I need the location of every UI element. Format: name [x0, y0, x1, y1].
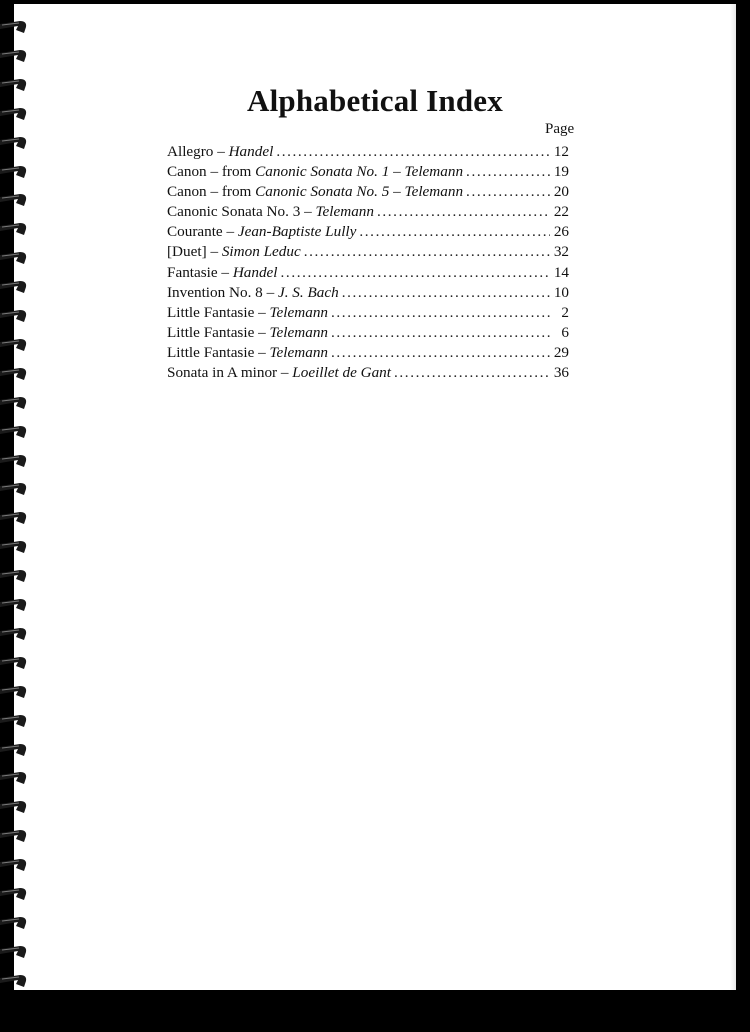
entry-page-number: 2: [561, 303, 569, 321]
entry-page-number: 12: [553, 143, 569, 160]
spiral-coil: [0, 885, 30, 905]
index-entry: [167, 344, 569, 364]
spiral-coil: [0, 18, 30, 38]
spiral-coil: [0, 394, 30, 414]
spiral-coil: [0, 625, 30, 645]
spiral-coil: [0, 336, 30, 356]
spiral-coil: [0, 191, 30, 211]
entry-page-number: 26: [553, 223, 569, 241]
spiral-coil: [0, 278, 30, 298]
dot-leader: [377, 203, 550, 221]
entry-page-number: 32: [553, 243, 569, 261]
spiral-coil: [0, 163, 30, 183]
spiral-coil: [0, 452, 30, 472]
entry-title: [167, 324, 328, 342]
entry-composer: Jean-Baptiste Lully: [237, 223, 357, 241]
dot-leader: [394, 364, 550, 382]
page-title: Alphabetical Index: [247, 82, 503, 118]
entry-composer: Telemann: [404, 163, 464, 181]
index-entry: [167, 223, 569, 243]
entry-composer: Handel: [228, 143, 274, 160]
entry-piece-title: Little Fantasie: [167, 303, 255, 321]
spiral-coil: [0, 365, 30, 385]
spiral-coil: [0, 769, 30, 789]
entry-page-number: 22: [553, 203, 569, 221]
entry-work-title: Canonic Sonata No. 1: [255, 163, 390, 181]
entry-separator: –: [262, 283, 278, 301]
page-edge-shadow: [730, 4, 736, 990]
index-entry: [167, 324, 569, 344]
entry-title: [167, 203, 374, 221]
dot-leader: [466, 183, 550, 201]
entry-title: [167, 243, 301, 261]
spiral-coil: [0, 307, 30, 327]
spiral-coil: [0, 654, 30, 674]
spiral-coil: [0, 712, 30, 732]
entry-title: [167, 364, 391, 382]
entry-composer: Simon Leduc: [221, 243, 301, 261]
entry-separator: –: [254, 323, 270, 341]
spiral-coil: [0, 914, 30, 934]
spiral-coil: [0, 798, 30, 818]
entry-title: [167, 183, 463, 201]
entry-page-number: 14: [553, 263, 569, 281]
index-entry: [167, 183, 569, 203]
entry-composer: Loeillet de Gant: [292, 364, 392, 382]
entry-separator: –: [222, 223, 238, 241]
dot-leader: [281, 264, 550, 282]
entry-separator: –: [254, 343, 270, 361]
spiral-coil: [0, 856, 30, 876]
entry-title: [167, 304, 328, 322]
spiral-coil: [0, 567, 30, 587]
entry-piece-title: [Duet]: [167, 243, 207, 261]
entry-piece-title: Allegro: [167, 143, 214, 160]
index-entry: [167, 304, 569, 324]
entry-piece-title: Little Fantasie: [167, 323, 255, 341]
entry-title: [167, 143, 273, 161]
index-entry: [167, 203, 569, 223]
dot-leader: [304, 243, 550, 261]
entry-page-number: 36: [553, 364, 569, 382]
dot-leader: [331, 324, 550, 342]
entry-composer: Telemann: [269, 303, 329, 321]
page-column-header: Page: [545, 121, 575, 137]
index-entry: [167, 163, 569, 183]
dot-leader: [331, 344, 550, 362]
entry-title: [167, 163, 463, 181]
entry-piece-title: Canonic Sonata No. 3: [167, 203, 301, 221]
spiral-coil: [0, 683, 30, 703]
dot-leader: [342, 284, 550, 302]
index-entry: [167, 364, 569, 384]
entry-composer: J. S. Bach: [277, 283, 339, 301]
spiral-coil: [0, 423, 30, 443]
entry-piece-title: Canon – from: [167, 163, 256, 181]
entry-separator: –: [300, 203, 316, 221]
dot-leader: [466, 163, 550, 181]
entry-separator: –: [213, 143, 229, 160]
entry-piece-title: Canon – from: [167, 183, 256, 201]
entry-separator: –: [389, 183, 405, 201]
entry-piece-title: Sonata in A minor: [167, 364, 278, 382]
entry-title: [167, 284, 339, 302]
index-entry: [167, 143, 569, 163]
dot-leader: [359, 223, 550, 241]
entry-piece-title: Fantasie: [167, 263, 218, 281]
entry-title: [167, 264, 278, 282]
entry-page-number: 10: [553, 283, 569, 301]
spiral-coil: [0, 220, 30, 240]
spiral-coil: [0, 509, 30, 529]
entry-piece-title: Little Fantasie: [167, 343, 255, 361]
entry-composer: Telemann: [269, 343, 329, 361]
entry-page-number: 20: [553, 183, 569, 201]
index-entry: [167, 284, 569, 304]
entry-page-number: 29: [553, 343, 569, 361]
entry-piece-title: Courante: [167, 223, 223, 241]
entry-title: [167, 223, 356, 241]
spiral-coil: [0, 972, 30, 992]
dot-leader: [276, 143, 550, 161]
index-entry: [167, 243, 569, 263]
spiral-coil: [0, 47, 30, 67]
entry-separator: –: [277, 364, 293, 382]
entry-composer: Telemann: [404, 183, 464, 201]
spiral-binding: [0, 0, 40, 1032]
entry-composer: Telemann: [315, 203, 374, 221]
spiral-coil: [0, 943, 30, 963]
spiral-coil: [0, 827, 30, 847]
entry-page-number: 6: [561, 323, 569, 341]
entry-separator: –: [389, 163, 405, 181]
spiral-coil: [0, 538, 30, 558]
spiral-coil: [0, 741, 30, 761]
entry-composer: Handel: [232, 263, 278, 281]
entry-separator: –: [206, 243, 222, 261]
dot-leader: [331, 304, 550, 322]
spiral-coil: [0, 249, 30, 269]
entry-title: [167, 344, 328, 362]
index-entry: [167, 264, 569, 284]
entry-separator: –: [254, 303, 270, 321]
entry-piece-title: Invention No. 8: [167, 283, 263, 301]
spiral-coil: [0, 480, 30, 500]
entry-page-number: 19: [553, 163, 569, 181]
entry-composer: Telemann: [269, 323, 329, 341]
entry-separator: –: [217, 263, 233, 281]
index-list: [167, 143, 569, 384]
spiral-coil: [0, 134, 30, 154]
entry-work-title: Canonic Sonata No. 5: [255, 183, 390, 201]
spiral-coil: [0, 596, 30, 616]
